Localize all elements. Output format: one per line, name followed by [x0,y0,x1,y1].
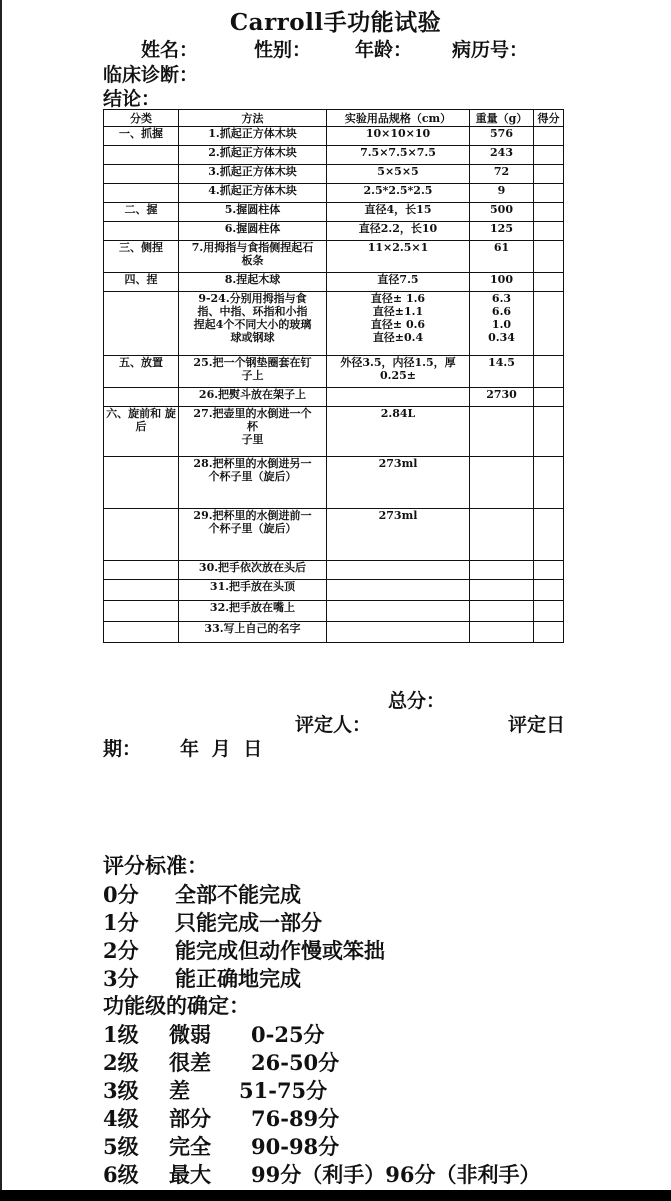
level-item [103,1103,339,1133]
weight-cell-line: 2730 [486,388,517,401]
spec-cell-line: 0.25± [379,369,416,382]
method-cell [179,509,327,561]
table-row [104,622,564,643]
level-range: 99分（利手）96分（非利手） [251,1162,541,1187]
method-cell-line: 子里 [241,433,264,446]
level-item [103,1159,540,1189]
level-range: 90-98分 [251,1134,340,1159]
level-range: 51-75分 [239,1078,328,1103]
criteria-item [103,879,301,909]
score-cell [534,165,564,184]
weight-cell-line: 243 [490,146,513,159]
category-text: 一、抓握 [119,127,163,140]
method-cell-line: 捏起4个不同大小的玻璃 [193,318,312,331]
level-name: 完全 [169,1134,211,1159]
level-number: 5级 [103,1134,139,1159]
level-item [103,1019,325,1049]
spec-cell [327,222,470,241]
weight-cell [470,203,534,222]
table-row [104,273,564,292]
spec-cell [327,203,470,222]
category-text: 六、旋前和 旋后 [106,407,176,433]
age-label: 年龄： [355,39,413,61]
record-number-label: 病历号： [452,39,529,61]
method-cell-line: 个杯子里（旋后） [208,470,297,483]
method-cell [179,601,327,622]
table-row [104,580,564,601]
table-header-cell: 实验用品规格（cm） [327,110,470,127]
method-cell-line: 子上 [241,369,264,382]
weight-cell [470,407,534,457]
level-range: 76-89分 [251,1106,340,1131]
method-cell [179,203,327,222]
date-fields: 年 月 日 [180,738,263,760]
level-item [103,1131,339,1161]
method-cell-line: 27.把壶里的水倒进一个 [193,407,312,420]
method-cell [179,356,327,388]
table-header-cell: 得分 [534,110,564,127]
table-row [104,203,564,222]
category-text: 三、侧捏 [119,241,163,254]
spec-cell [327,165,470,184]
weight-cell [470,165,534,184]
level-number: 4级 [103,1106,139,1131]
conclusion-label: 结论： [103,88,161,110]
criteria-desc: 能完成但动作慢或笨拙 [175,938,385,963]
spec-cell [327,184,470,203]
spec-cell-line: 直径±1.1 [372,305,424,318]
category-cell [104,127,179,146]
method-cell [179,273,327,292]
weight-cell-line: 500 [490,203,513,216]
criteria-score: 1分 [103,910,139,935]
criteria-score: 0分 [103,882,139,907]
score-cell [534,561,564,580]
weight-cell [470,601,534,622]
table-header-cell: 方法 [179,110,327,127]
method-cell [179,457,327,509]
rating-date-label: 评定日 [508,714,566,736]
level-number: 3级 [103,1078,139,1103]
spec-cell [327,127,470,146]
level-name: 微弱 [169,1022,211,1047]
weight-cell-line: 125 [490,222,513,235]
weight-cell [470,622,534,643]
method-cell [179,184,327,203]
score-cell [534,292,564,356]
category-cell [104,580,179,601]
spec-cell-line: 2.5*2.5*2.5 [363,184,433,197]
table-header-cell: 分类 [104,110,179,127]
method-cell-line: 球或钢球 [230,331,275,344]
method-cell-line: 32.把手放在嘴上 [209,601,296,614]
spec-cell-line: 11×2.5×1 [367,241,429,254]
table-row [104,222,564,241]
criteria-desc: 全部不能完成 [175,882,301,907]
table-row [104,509,564,561]
method-cell [179,407,327,457]
category-cell [104,407,179,457]
levels-title: 功能级的确定： [103,993,250,1018]
method-cell-line: 5.握圆柱体 [224,203,281,216]
category-cell [104,146,179,165]
weight-cell [470,146,534,165]
score-cell [534,580,564,601]
criteria-desc: 只能完成一部分 [175,910,322,935]
table-row [104,388,564,407]
method-cell-line: 25.把一个钢垫圈套在钉 [193,356,312,369]
spec-cell [327,622,470,643]
criteria-item [103,963,301,993]
spec-cell-line: 直径4，长15 [364,203,432,216]
spec-cell-line: 直径2.2，长10 [358,222,438,235]
level-name: 最大 [169,1162,211,1187]
spec-cell [327,356,470,388]
method-cell [179,127,327,146]
category-cell [104,165,179,184]
score-cell [534,388,564,407]
weight-cell [470,222,534,241]
weight-cell-line: 576 [490,127,513,140]
spec-cell [327,241,470,273]
score-cell [534,457,564,509]
spec-cell-line: 外径3.5，内径1.5，厚 [340,356,456,369]
level-item [103,1047,339,1077]
method-cell [179,561,327,580]
spec-cell [327,509,470,561]
diagnosis-label: 临床诊断： [103,64,199,86]
category-text: 四、捏 [124,273,158,286]
score-cell [534,203,564,222]
spec-cell-line: 直径7.5 [377,273,419,286]
score-cell [534,509,564,561]
score-cell [534,407,564,457]
weight-cell [470,580,534,601]
spec-cell-line: 273ml [378,509,418,522]
weight-cell-line: 9 [497,184,506,197]
method-cell [179,146,327,165]
score-cell [534,127,564,146]
category-cell [104,388,179,407]
spec-cell-line: 10×10×10 [365,127,431,140]
weight-cell [470,127,534,146]
weight-cell-line: 61 [493,241,510,254]
score-cell [534,184,564,203]
table-row [104,184,564,203]
table-row [104,561,564,580]
spec-cell-line: 273ml [378,457,418,470]
total-score-label: 总分： [388,690,446,712]
method-cell-line: 7.用拇指与食指侧捏起石 [191,241,314,254]
level-number: 6级 [103,1162,139,1187]
category-cell [104,561,179,580]
method-cell [179,388,327,407]
weight-cell-line: 1.0 [491,318,512,331]
level-range: 0-25分 [251,1022,325,1047]
weight-cell-line: 0.34 [488,331,515,344]
criteria-score: 3分 [103,966,139,991]
criteria-item [103,907,322,937]
score-cell [534,241,564,273]
spec-cell [327,273,470,292]
level-number: 1级 [103,1022,139,1047]
level-number: 2级 [103,1050,139,1075]
method-cell-line: 9-24.分别用拇指与食 [198,292,307,305]
spec-cell-line: 直径± 1.6 [370,292,426,305]
score-cell [534,222,564,241]
method-cell-line: 33.写上自己的名字 [204,622,301,635]
method-cell-line: 4.抓起正方体木块 [208,184,297,197]
method-cell-line: 2.抓起正方体木块 [208,146,297,159]
level-name: 部分 [169,1106,211,1131]
rater-label: 评定人： [295,714,372,736]
category-cell [104,292,179,356]
category-cell [104,203,179,222]
spec-cell [327,561,470,580]
weight-cell [470,273,534,292]
weight-cell [470,292,534,356]
method-cell-line: 3.抓起正方体木块 [208,165,297,178]
category-cell [104,457,179,509]
method-cell-line: 6.握圆柱体 [224,222,281,235]
method-cell-line: 31.把手放在头顶 [209,580,296,593]
criteria-desc: 能正确地完成 [175,966,301,991]
rating-date-label-cont: 期： [103,738,142,760]
method-cell [179,165,327,184]
weight-cell-line: 6.3 [491,292,512,305]
method-cell-line: 28.把杯里的水倒进另一 [193,457,312,470]
category-text: 二、握 [124,203,158,216]
weight-cell [470,241,534,273]
table-header-row [104,110,564,127]
category-cell [104,273,179,292]
spec-cell [327,601,470,622]
method-cell-line: 8.捏起木球 [224,273,281,286]
weight-cell-line: 6.6 [491,305,512,318]
score-cell [534,356,564,388]
spec-cell [327,457,470,509]
table-row [104,292,564,356]
method-cell-line: 个杯子里（旋后） [208,522,297,535]
spec-cell-line: 直径±0.4 [372,331,424,344]
table-row [104,146,564,165]
weight-cell [470,509,534,561]
gender-label: 性别： [254,39,312,61]
table-row [104,601,564,622]
category-cell [104,622,179,643]
name-label: 姓名： [141,39,199,61]
weight-cell [470,388,534,407]
score-cell [534,273,564,292]
table-row [104,407,564,457]
weight-cell [470,561,534,580]
method-cell [179,622,327,643]
method-cell-line: 30.把手依次放在头后 [198,561,307,574]
method-cell-line: 杯 [247,420,258,433]
table-row [104,127,564,146]
weight-cell-line: 14.5 [488,356,515,369]
method-cell [179,241,327,273]
category-cell [104,222,179,241]
spec-cell-line: 5×5×5 [377,165,419,178]
method-cell [179,580,327,601]
method-cell [179,222,327,241]
spec-cell-line: 7.5×7.5×7.5 [360,146,436,159]
page-left-edge [0,0,2,1190]
score-cell [534,622,564,643]
table-row [104,457,564,509]
spec-cell-line: 2.84L [380,407,416,420]
table-body [104,127,564,643]
method-cell-line: 指、中指、环指和小指 [197,305,308,318]
spec-cell [327,146,470,165]
score-cell [534,146,564,165]
method-cell-line: 29.把杯里的水倒进前一 [193,509,312,522]
criteria-item [103,935,385,965]
category-cell [104,241,179,273]
level-name: 很差 [169,1050,211,1075]
table-row [104,165,564,184]
method-cell-line: 26.把熨斗放在架子上 [198,388,307,401]
method-cell-line: 1.抓起正方体木块 [208,127,297,140]
weight-cell [470,457,534,509]
weight-cell [470,184,534,203]
level-range: 26-50分 [251,1050,340,1075]
spec-cell-line: 直径± 0.6 [370,318,426,331]
weight-cell-line: 100 [490,273,513,286]
document-title: Carroll手功能试验 [229,9,442,36]
spec-cell [327,407,470,457]
table-row [104,356,564,388]
method-cell-line: 板条 [241,254,264,267]
level-name: 差 [169,1078,190,1103]
category-cell [104,601,179,622]
category-cell [104,356,179,388]
weight-cell-line: 72 [493,165,510,178]
table-row [104,241,564,273]
level-item [103,1075,327,1105]
criteria-title: 评分标准： [103,853,208,878]
spec-cell [327,388,470,407]
table-header-cell: 重量（g） [470,110,534,127]
category-text: 五、放置 [119,356,163,369]
score-cell [534,601,564,622]
category-cell [104,509,179,561]
category-cell [104,184,179,203]
test-table [103,109,564,643]
weight-cell [470,356,534,388]
method-cell [179,292,327,356]
spec-cell [327,292,470,356]
spec-cell [327,580,470,601]
criteria-score: 2分 [103,938,139,963]
